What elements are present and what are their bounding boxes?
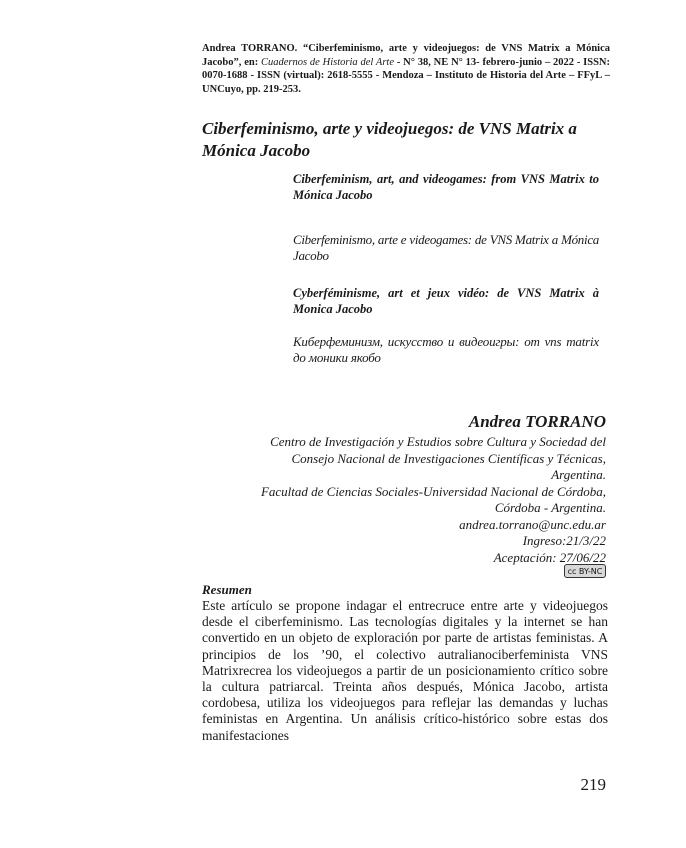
citation-part2: - N° 38, NE N° 13- febrero-junio – 2022 - ISSN: 0070-1688 - ISSN (virtual): 2618-5555 - Mendoza – Instituto de Historia del Arte – FFyL – UNCuyo, pp. 219-253. bbox=[202, 56, 611, 95]
affiliation-line: Argentina. bbox=[551, 467, 606, 482]
affiliation-line: Consejo Nacional de Investigaciones Científicas y Técnicas, bbox=[291, 450, 606, 466]
citation-journal: Cuadernos de Historia del Arte bbox=[261, 56, 394, 68]
affiliation-line: Centro de Investigación y Estudios sobre Cultura y Sociedad del bbox=[270, 434, 606, 449]
affiliation-line: Facultad de Ciencias Sociales-Universidad Nacional de Córdoba, bbox=[260, 483, 606, 499]
article-title: Ciberfeminismo, arte y videojuegos: de VNS Matrix a Mónica Jacobo bbox=[202, 119, 577, 160]
alt-title-english: Ciberfeminism, art, and videogames: from VNS Matrix to Mónica Jacobo bbox=[293, 172, 599, 202]
author-email[interactable]: andrea.torrano@unc.edu.ar bbox=[459, 516, 606, 532]
author-affiliation bbox=[186, 434, 606, 566]
received-date: Ingreso:21/3/22 bbox=[522, 533, 606, 548]
alt-title-french: Cyberféminisme, art et jeux vidéo: de VNS Matrix à Monica Jacobo bbox=[293, 286, 599, 316]
abstract-heading: Resumen bbox=[202, 582, 252, 597]
alt-title-portuguese: Ciberfeminismo, arte e videogames: de VNS Matrix a Mónica Jacobo bbox=[293, 232, 599, 263]
alt-title-russian: Киберфеминизм, искусство и видеоигры: от vns matrix до моники якобо bbox=[293, 334, 599, 365]
abstract-body: Este artículo se propone indagar el entrecruce entre arte y videojuegos desde el ciberfeminismo. Las tecnologías digitales y la internet se han convertido en un objeto de exploración por parte de artistas feministas. A principios de los ’90, el colectivo autralianociberfeminista VNS Matrixrecrea los videojuegos a partir de un posicionamiento crítico sobre la cultura patriarcal. Treinta años después, Mónica Jacobo, artista cordobesa, utiliza los videojuegos para reflejar las demandas y luchas feministas en Argentina. Un análisis crítico-histórico sobre estas dos manifestaciones bbox=[202, 598, 608, 743]
accepted-date: Aceptación: 27/06/22 bbox=[493, 549, 606, 565]
citation-header bbox=[202, 42, 610, 96]
citation-part1: Andrea TORRANO. “Ciberfeminismo, arte y videojuegos: de VNS Matrix a Mónica Jacobo”, en: bbox=[202, 43, 610, 68]
creative-commons-badge[interactable]: cc BY-NC bbox=[564, 564, 606, 578]
affiliation-line: Córdoba - Argentina. bbox=[494, 500, 606, 515]
author-name: Andrea TORRANO bbox=[468, 412, 606, 431]
page-number: 219 bbox=[580, 775, 606, 794]
